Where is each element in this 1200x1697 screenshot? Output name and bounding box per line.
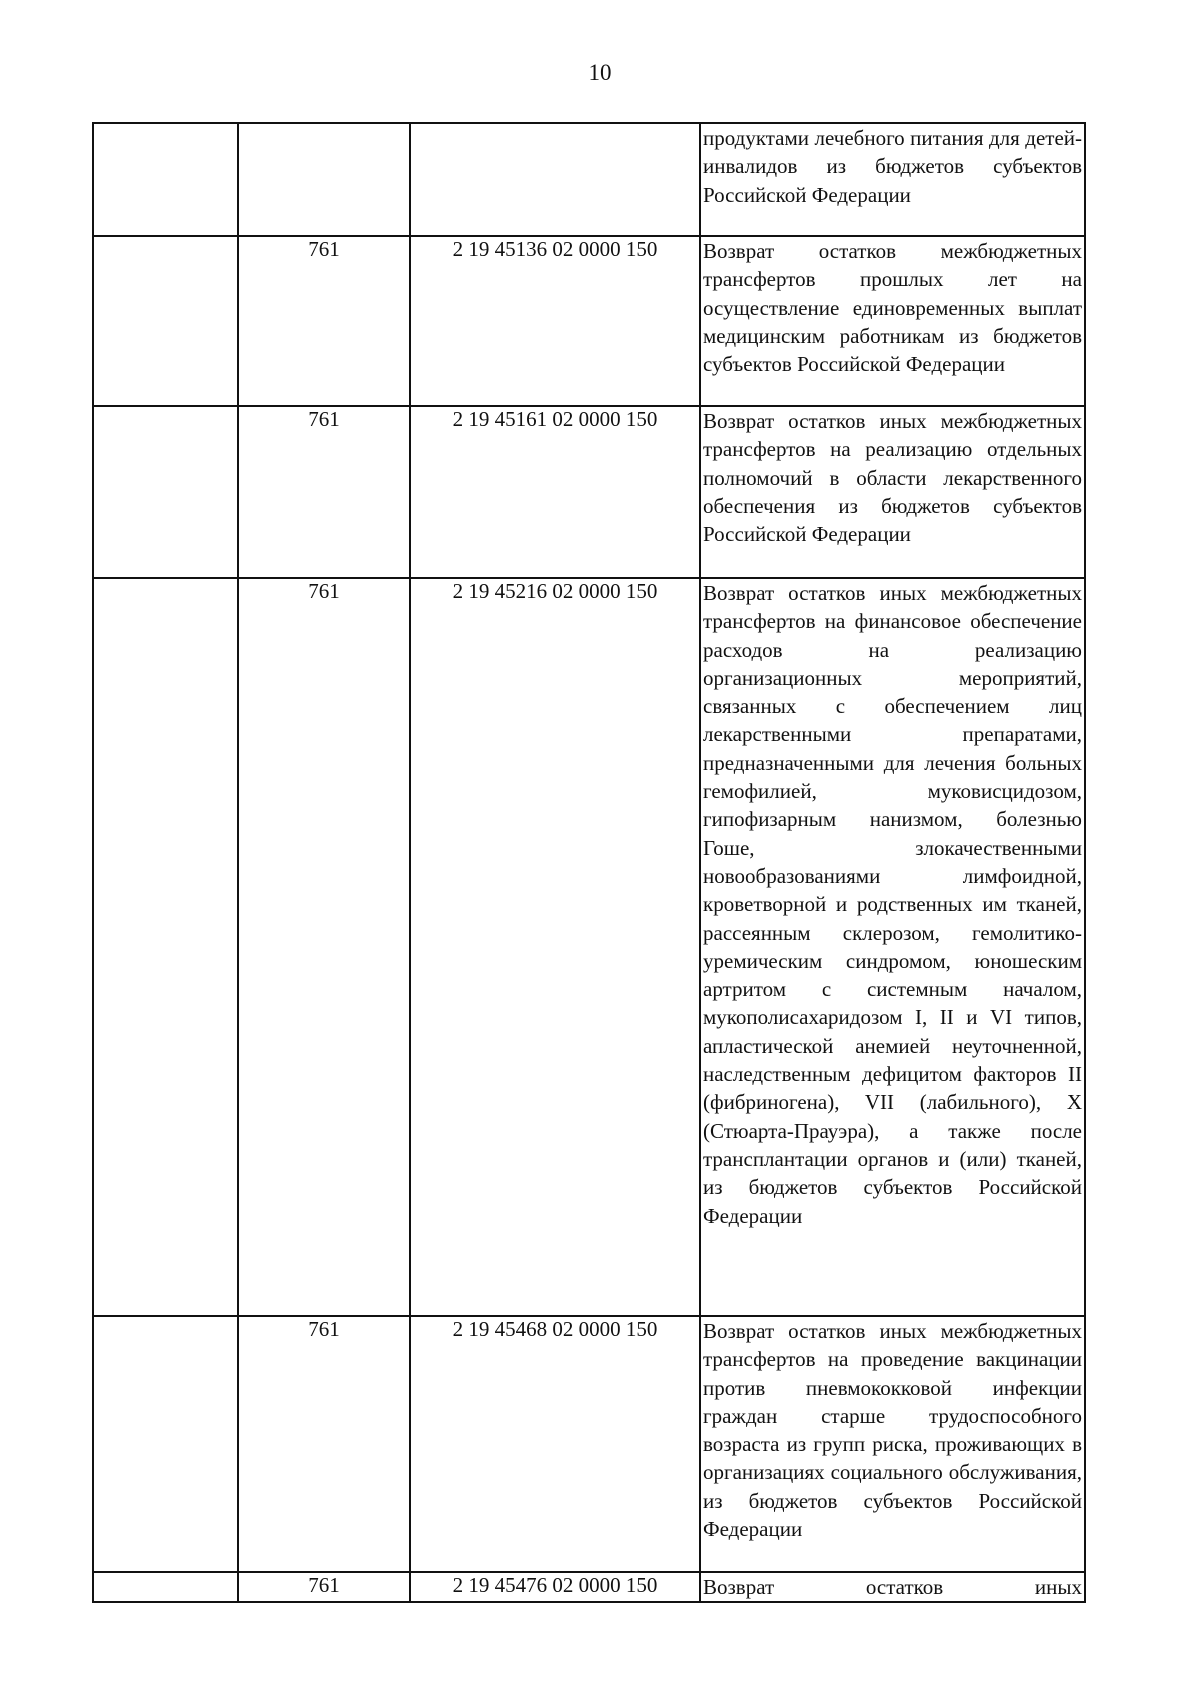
budget-code-cell: 2 19 45216 02 0000 150	[410, 578, 700, 1316]
description-cell: Возврат остатков иных межбюджетных трансфертов на финансовое обеспечение расходов на реализацию организационных мероприятий, связанных с обеспечением лиц лекарственными препаратами, предназначенными для лечения больных гемофилией, муковисцидозом, гипофизарным нанизмом, болезнью Гоше, злокачественными новообразованиями лимфоидной, кроветворной и родственных им тканей, рассеянным склерозом, гемолитико-уремическим синдромом, юношеским артритом с системным началом, мукополисахаридозом I, II и VI типов, апластической анемией неуточненной, наследственным дефицитом факторов II (фибриногена), VII (лабильного), X (Стюарта-Прауэра), а также после трансплантации органов и (или) тканей, из бюджетов субъектов Российской Федерации	[703, 581, 1082, 1228]
admin-code-cell: 761	[238, 1316, 410, 1572]
admin-code-cell: 761	[238, 406, 410, 578]
description-cell: продуктами лечебного питания для детей-инвалидов из бюджетов субъектов Российской Федерации	[703, 126, 1082, 207]
admin-code-cell: 761	[238, 578, 410, 1316]
description-cell: Возврат остатков иных	[703, 1575, 1082, 1599]
empty-cell	[93, 1572, 238, 1602]
description-cell: Возврат остатков иных межбюджетных трансфертов на проведение вакцинации против пневмококковой инфекции граждан старше трудоспособного возраста из групп риска, проживающих в организациях социального обслуживания, из бюджетов субъектов Российской Федерации	[703, 1319, 1082, 1542]
page-number: 10	[588, 60, 612, 85]
budget-code-cell: 2 19 45161 02 0000 150	[410, 406, 700, 578]
empty-cell	[93, 123, 238, 236]
table-row	[93, 236, 1085, 406]
budget-codes-table	[92, 122, 1086, 1603]
budget-code-cell: 2 19 45476 02 0000 150	[410, 1572, 700, 1602]
description-cell: Возврат остатков иных межбюджетных трансфертов на реализацию отдельных полномочий в области лекарственного обеспечения из бюджетов субъектов Российской Федерации	[703, 409, 1082, 547]
budget-code-cell	[410, 123, 700, 236]
admin-code-cell	[238, 123, 410, 236]
budget-code-cell: 2 19 45468 02 0000 150	[410, 1316, 700, 1572]
table-row	[93, 1316, 1085, 1572]
empty-cell	[93, 578, 238, 1316]
table-row	[93, 406, 1085, 578]
budget-code-cell: 2 19 45136 02 0000 150	[410, 236, 700, 406]
empty-cell	[93, 406, 238, 578]
table-row	[93, 1572, 1085, 1602]
table-row	[93, 123, 1085, 236]
admin-code-cell: 761	[238, 236, 410, 406]
empty-cell	[93, 236, 238, 406]
table-row	[93, 578, 1085, 1316]
description-cell: Возврат остатков межбюджетных трансфертов прошлых лет на осуществление единовременных выплат медицинским работникам из бюджетов субъектов Российской Федерации	[703, 239, 1082, 377]
admin-code-cell: 761	[238, 1572, 410, 1602]
empty-cell	[93, 1316, 238, 1572]
